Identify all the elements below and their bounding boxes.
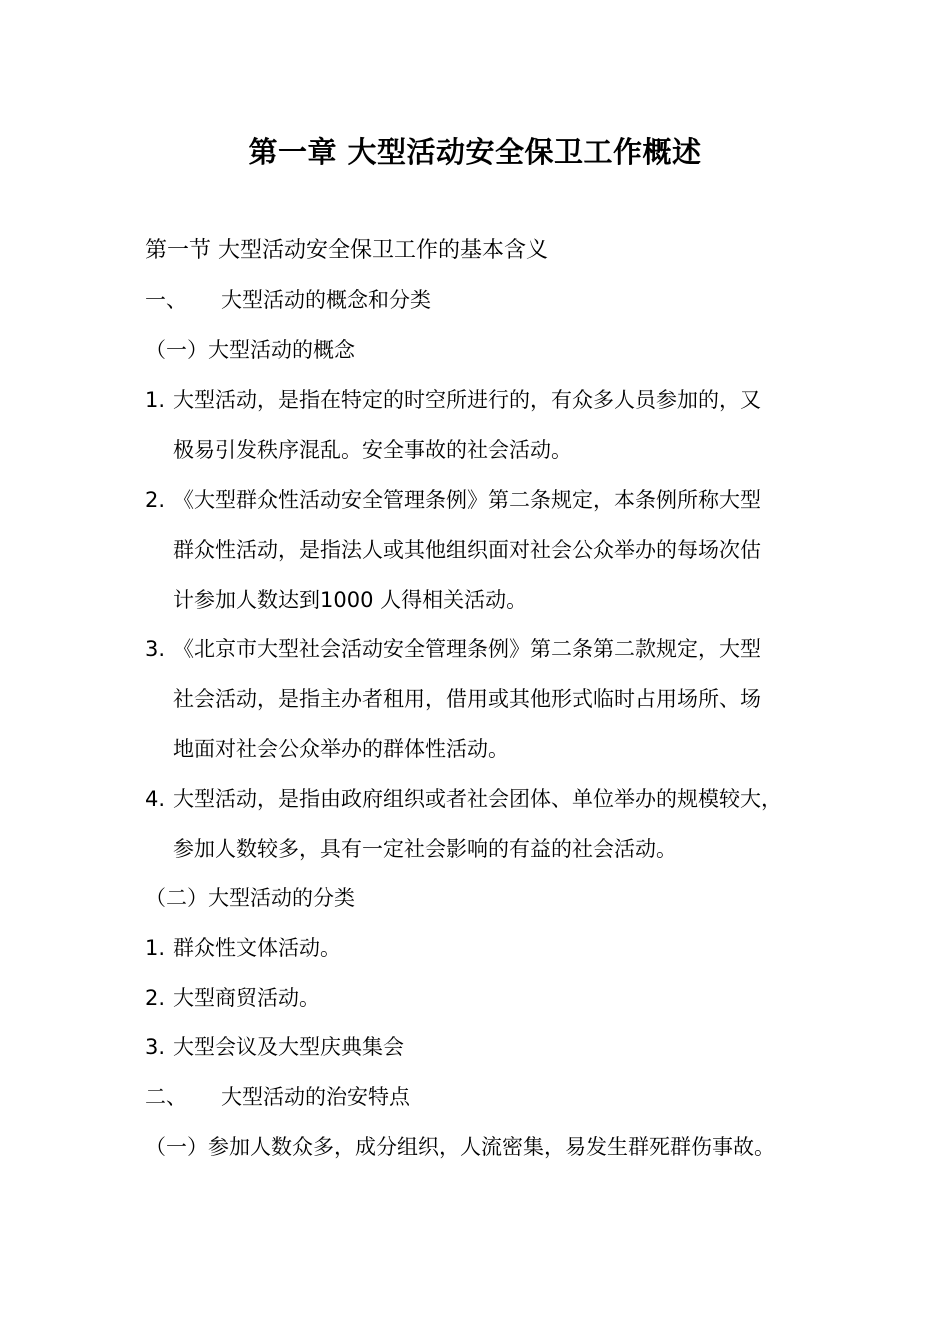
item-number: 2. [145,986,166,1010]
list-item [145,933,341,963]
subheading-types: （二）大型活动的分类 [145,886,355,910]
item-text: 大型商贸活动。 [173,986,320,1010]
list-item [145,784,782,814]
item-text: 大型活动，是指由政府组织或者社会团体、单位举办的规模较大， [173,787,782,811]
subheading-security-features: （一）参加人数众多，成分组织，人流密集，易发生群死群伤事故。 [145,1135,775,1159]
item-text: 群众性文体活动。 [173,936,341,960]
list-item [145,983,320,1013]
item-text: 《大型群众性活动安全管理条例》第二条规定，本条例所称大型 [173,488,761,512]
item-text-continued: 计参加人数达到1000 人得相关活动。 [173,588,528,612]
part-number: 一、 [145,288,187,312]
part-heading-2 [145,1082,410,1112]
list-item [145,485,761,515]
item-number: 2. [145,488,166,512]
item-number: 1. [145,936,166,960]
list-item [145,634,761,664]
item-number: 3. [145,1035,166,1059]
item-number: 1. [145,388,166,412]
item-number: 4. [145,787,166,811]
item-text: 大型活动，是指在特定的时空所进行的，有众多人员参加的，又 [173,388,761,412]
list-item [145,385,761,415]
subheading-concept: （一）大型活动的概念 [145,338,355,362]
list-item [145,1032,404,1062]
item-text-continued: 社会活动，是指主办者租用，借用或其他形式临时占用场所、场 [173,687,761,711]
chapter-title: 第一章 大型活动安全保卫工作概述 [248,135,702,169]
item-text-continued: 参加人数较多，具有一定社会影响的有益的社会活动。 [173,837,677,861]
section-title: 第一节 大型活动安全保卫工作的基本含义 [145,238,548,263]
item-text-continued: 极易引发秩序混乱。安全事故的社会活动。 [173,438,572,462]
part-heading-1 [145,285,431,315]
part-text: 大型活动的治安特点 [221,1085,410,1109]
item-text-continued: 群众性活动，是指法人或其他组织面对社会公众举办的每场次估 [173,538,761,562]
item-text: 《北京市大型社会活动安全管理条例》第二条第二款规定，大型 [173,637,761,661]
item-number: 3. [145,637,166,661]
part-text: 大型活动的概念和分类 [221,288,431,312]
part-number: 二、 [145,1085,187,1109]
item-text: 大型会议及大型庆典集会 [173,1035,404,1059]
item-text-continued: 地面对社会公众举办的群体性活动。 [173,737,509,761]
